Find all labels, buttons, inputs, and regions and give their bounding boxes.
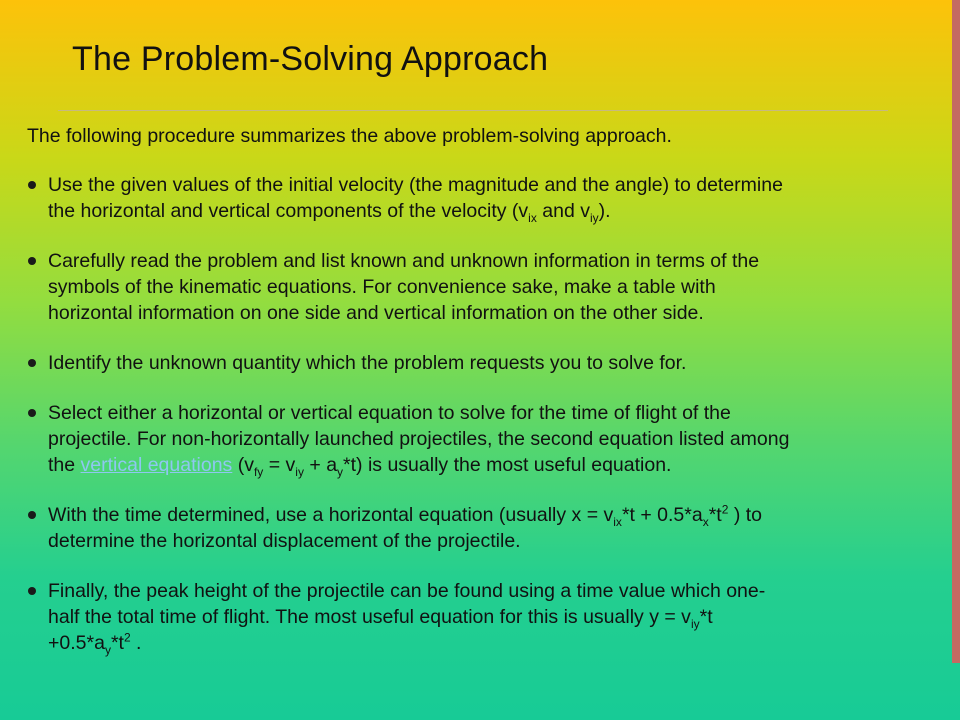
procedure-list xyxy=(0,172,960,680)
list-item xyxy=(0,578,960,656)
step-6-line-2 xyxy=(48,604,960,630)
step-4-line-1: Select either a horizontal or vertical equation to solve for the time of flight of the xyxy=(48,402,731,424)
superscript: 2 xyxy=(721,502,729,517)
text-segment: *t xyxy=(110,632,124,654)
bullet-icon xyxy=(28,587,36,595)
text-segment: and v xyxy=(536,200,590,222)
text-segment: the xyxy=(48,454,81,476)
list-item xyxy=(0,248,960,326)
text-segment: *t) is usually the most useful equation. xyxy=(343,454,672,476)
subscript: iy xyxy=(295,464,304,479)
vertical-equations-link[interactable]: vertical equations xyxy=(80,454,233,476)
bullet-icon xyxy=(28,511,36,519)
text-segment: the horizontal and vertical components of the velocity (v xyxy=(48,200,529,222)
list-item xyxy=(0,350,960,376)
text-segment: ) to xyxy=(728,504,763,526)
bullet-icon xyxy=(28,409,36,417)
bullet-icon xyxy=(28,257,36,265)
subscript: y xyxy=(337,464,344,479)
text-segment: = v xyxy=(263,454,296,476)
subscript: fy xyxy=(253,464,264,479)
subscript: iy xyxy=(690,616,700,631)
text-segment: ). xyxy=(598,200,611,222)
subscript: ix xyxy=(613,514,622,529)
step-4-line-2: projectile. For non-horizontally launched projectiles, the second equation listed among xyxy=(48,428,790,450)
step-5-line-1 xyxy=(48,502,960,528)
text-segment: . xyxy=(130,632,142,654)
step-2-line-2: symbols of the kinematic equations. For convenience sake, make a table with xyxy=(48,276,716,298)
text-segment: *t xyxy=(708,504,722,526)
step-3-line-1: Identify the unknown quantity which the problem requests you to solve for. xyxy=(48,352,687,374)
slide-title: The Problem-Solving Approach xyxy=(72,40,549,78)
subscript: ix xyxy=(528,210,537,225)
step-2-line-3: horizontal information on one side and vertical information on the other side. xyxy=(48,302,704,324)
intro-text: The following procedure summarizes the above problem-solving approach. xyxy=(27,125,672,147)
text-segment: (v xyxy=(232,454,254,476)
text-segment: With the time determined, use a horizontal equation (usually x = v xyxy=(48,504,614,526)
bullet-icon xyxy=(28,359,36,367)
list-item xyxy=(0,172,960,224)
step-4-line-3 xyxy=(48,452,960,478)
step-1-line-1: Use the given values of the initial velocity (the magnitude and the angle) to determine xyxy=(48,174,783,196)
text-segment: half the total time of flight. The most useful equation for this is usually y = v xyxy=(48,606,691,628)
bullet-icon xyxy=(28,181,36,189)
text-segment: + a xyxy=(303,454,338,476)
title-divider xyxy=(58,110,888,111)
text-segment: *t + 0.5*a xyxy=(621,504,703,526)
list-item xyxy=(0,502,960,554)
step-6-line-1: Finally, the peak height of the projectile can be found using a time value which one- xyxy=(48,580,766,602)
step-5-line-2: determine the horizontal displacement of the projectile. xyxy=(48,530,521,552)
subscript: x xyxy=(702,514,709,529)
text-segment: *t xyxy=(699,606,713,628)
subscript: iy xyxy=(589,210,599,225)
step-2-line-1: Carefully read the problem and list known and unknown information in terms of the xyxy=(48,250,760,272)
step-1-line-2 xyxy=(48,198,960,224)
list-item xyxy=(0,400,960,478)
step-6-line-3 xyxy=(48,630,960,656)
superscript: 2 xyxy=(123,630,131,645)
text-segment: +0.5*a xyxy=(48,632,105,654)
subscript: y xyxy=(104,642,111,657)
